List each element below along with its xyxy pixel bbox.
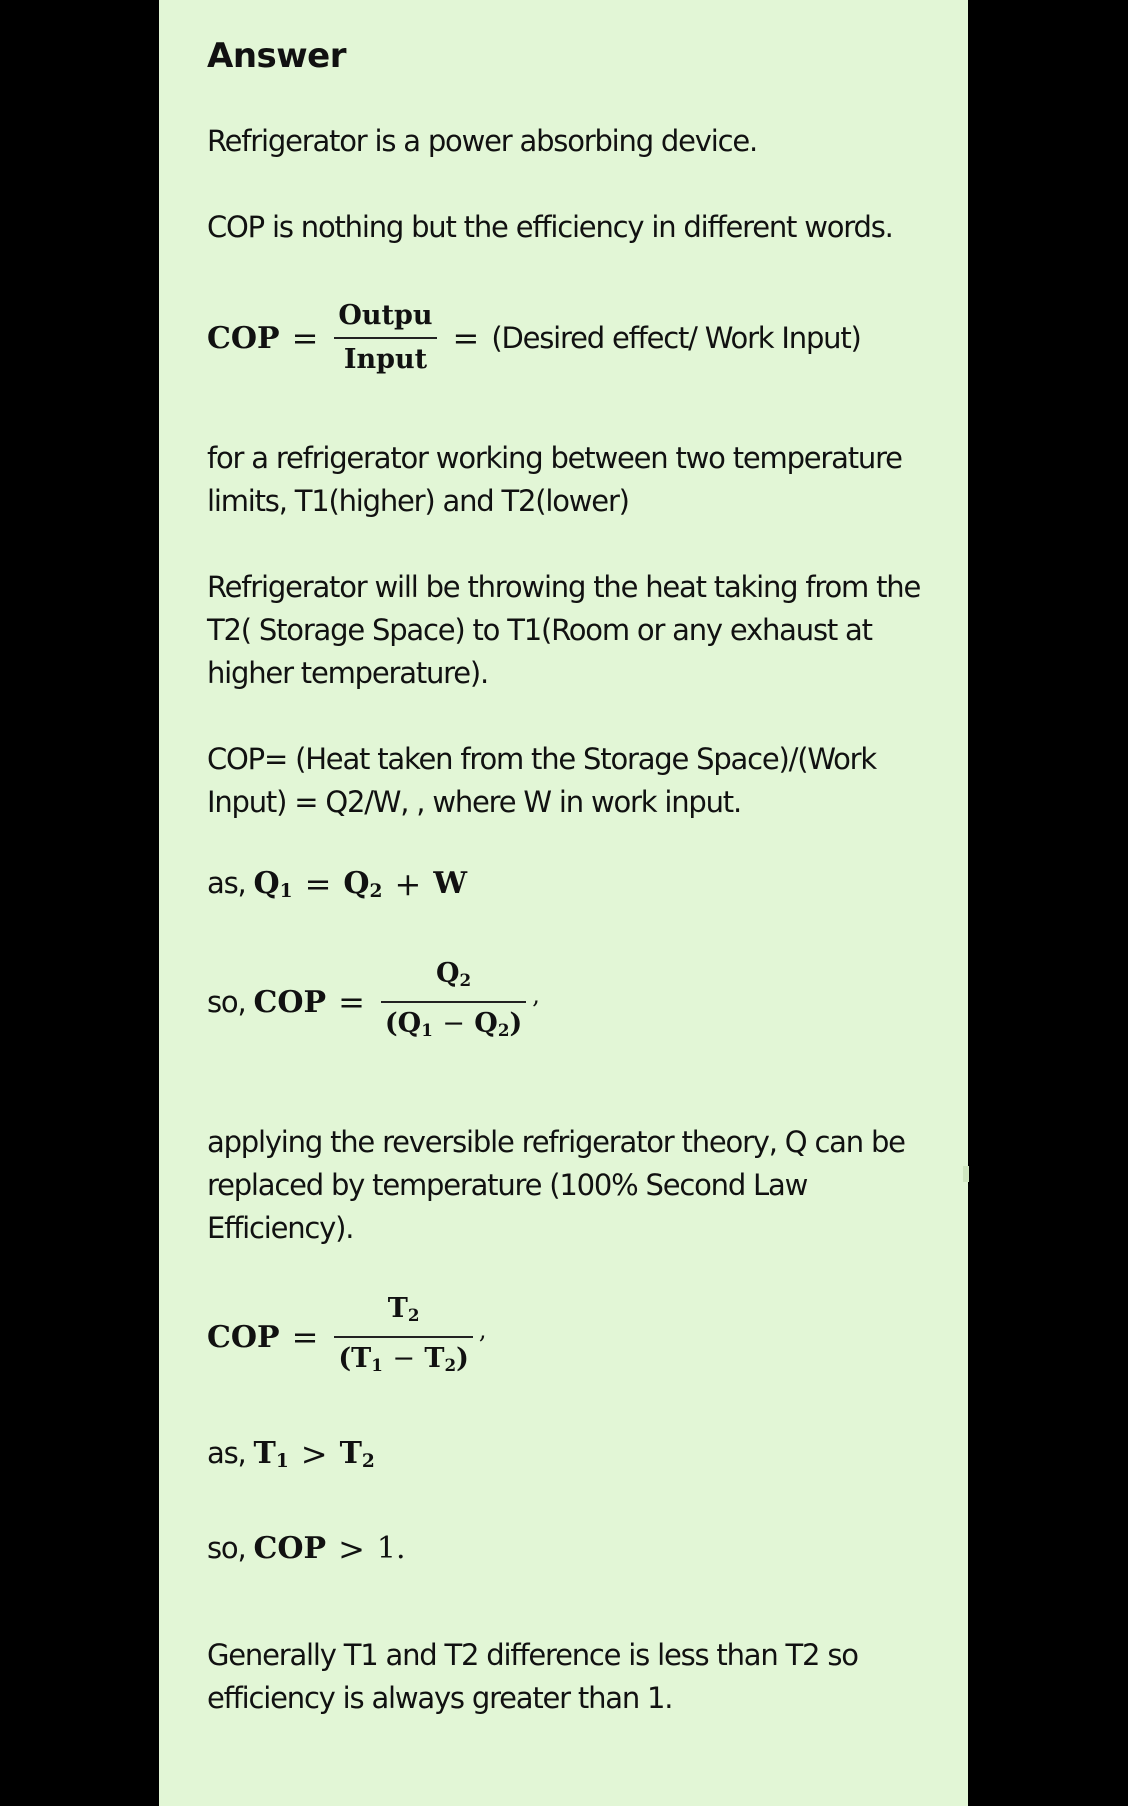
cop-symbol: COP	[207, 1319, 280, 1355]
one-value: 1	[376, 1531, 396, 1566]
plus-sign: +	[394, 864, 422, 903]
fraction-numerator: $Q_2$	[435, 958, 472, 990]
answer-content	[207, 30, 947, 1720]
paragraph-cop-definition: COP is nothing but the efficiency in different words.	[207, 210, 893, 244]
equation-cop-temperature	[207, 1292, 947, 1382]
fraction-t2-over-t1-minus-t2	[334, 1292, 473, 1382]
prefix-as: as,	[207, 866, 246, 900]
equation-energy-balance	[207, 862, 947, 905]
equals-sign: =	[291, 1318, 319, 1356]
equals-sign: =	[452, 319, 480, 357]
fraction-output-input	[334, 299, 436, 377]
equals-sign: =	[291, 319, 319, 357]
prefix-so: so,	[207, 984, 246, 1019]
prefix-so: so,	[207, 1531, 246, 1565]
answer-title: Answer	[207, 36, 346, 76]
cop-symbol: COP	[253, 984, 327, 1020]
paragraph-temperature-limits: for a refrigerator working between two temperature limits, T1(higher) and T2(lower)	[207, 441, 902, 518]
equation-cop-heat	[207, 957, 947, 1047]
paragraph-cop-formula: COP= (Heat taken from the Storage Space)/(Work Input) = Q2/W, , where W in work input.	[207, 742, 876, 819]
greater-than-sign: >	[300, 1434, 328, 1473]
cop-symbol: COP	[207, 320, 280, 356]
paragraph-refrigerator: Refrigerator is a power absorbing device.	[207, 124, 758, 158]
equals-sign: =	[304, 864, 332, 903]
equation-cop-definition	[207, 299, 947, 377]
q1-symbol: $Q_1$	[253, 865, 293, 902]
period: .	[395, 1531, 406, 1566]
fraction-denominator: Input	[343, 344, 428, 375]
desired-effect-text: (Desired effect/ Work Input)	[491, 320, 861, 355]
paragraph-heat-flow: Refrigerator will be throwing the heat taking from the T2( Storage Space) to T1(Room or any exhaust at higher temperature).	[207, 570, 921, 690]
fraction-denominator: $(Q_1 - Q_2)$	[384, 1008, 523, 1040]
fraction-denominator: $(T_1 - T_2)$	[338, 1343, 469, 1375]
equation-cop-greater-one	[207, 1527, 947, 1570]
t1-symbol: $T_1$	[253, 1435, 289, 1472]
w-symbol: W	[433, 866, 468, 901]
equation-t1-greater-t2	[207, 1432, 947, 1475]
prefix-as: as,	[207, 1436, 246, 1470]
comma: ,	[478, 1316, 487, 1344]
cop-symbol: COP	[253, 1531, 327, 1566]
fraction-numerator: Outpu	[338, 300, 433, 331]
paragraph-reversible-theory: applying the reversible refrigerator theory, Q can be replaced by temperature (100% Second Law Efficiency).	[207, 1125, 905, 1245]
comma: ,	[532, 981, 540, 1009]
q2-symbol: $Q_2$	[343, 865, 383, 902]
equals-sign: =	[338, 983, 365, 1021]
scroll-indicator[interactable]	[963, 1166, 969, 1182]
paragraph-conclusion: Generally T1 and T2 difference is less than T2 so efficiency is always greater than 1.	[207, 1638, 858, 1715]
t2-symbol: $T_2$	[339, 1435, 375, 1472]
answer-panel	[159, 0, 968, 1806]
fraction-numerator: $T_2$	[387, 1293, 420, 1325]
greater-than-sign: >	[338, 1529, 365, 1568]
fraction-q2-over-q1-minus-q2	[381, 957, 526, 1047]
